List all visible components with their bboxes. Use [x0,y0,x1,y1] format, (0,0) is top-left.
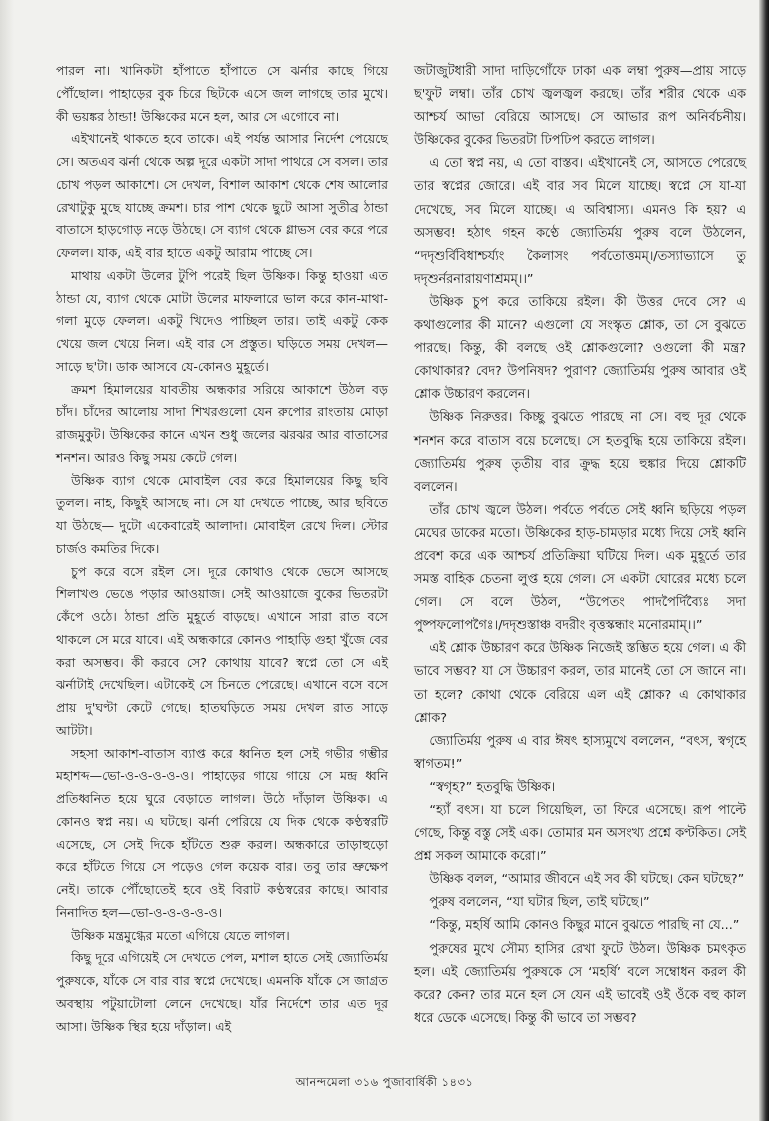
paragraph: “স্বগৃহ?” হতবুদ্ধি উষ্ণিক। [429,779,556,795]
paragraph: “হ্যাঁ বৎস। যা চলে গিয়েছিল, তা ফিরে এসেছে। রূপ পাল্টে গেছে, কিন্তু বস্তু সেই এক। তোমার মন অসংখ্য প্রশ্নে কণ্টকিত। সেই প্রশ্ন সকল আমাকে করো।” [414,803,746,865]
paragraph: “কিন্তু, মহর্ষি আমি কোনও কিছুর মানে বুঝতে পারছি না যে...” [429,918,740,934]
paragraph: এ তো স্বপ্ন নয়, এ তো বাস্তব। এইখানেই সে, আসতে পেরেছে তার স্বপ্নের জোরে। এই বার সব মিলে যাচ্ছে। স্বপ্নে সে যা-যা দেখেছে, সব মিলে যাচ্ছে। এ অবিশ্বাস্য। এমনও কি হয়? এ অসম্ভব! হঠাৎ গহন কণ্ঠে জ্যোতির্ময় পুরুষ বলে উঠলেন, “দদৃশুর্বিবিধাশ্চর্য্যং কৈলাসং পর্বতোত্তমম্।/তস্যাভ্যাসে তু দদৃশুর্নরনারায়ণাশ্রমম্।।” [414,156,746,287]
paragraph: সহসা আকাশ-বাতাস ব্যাপ্ত করে ধ্বনিত হল সেই গভীর গম্ভীর মহাশব্দ—ভো-ও-ও-ও-ও-ও। পাহাড়ের গায়ে গায়ে সে মন্দ্র ধ্বনি প্রতিধ্বনিত হয়ে ঘুরে বেড়াতে লাগল। উঠে দাঁড়াল উষ্ণিক। এ কোনও স্বপ্ন নয়। এ ঘটছে। ঝর্না পেরিয়ে যে দিক থেকে কণ্ঠস্বরটি এসেছে, সে সেই দিকে হাঁটতে শুরু করল। অন্ধকারে তাড়াহুড়ো করে হাঁটতে গিয়ে সে পড়েও গেল কয়েক বার। তবু তার ভ্রুক্ষেপ নেই। তাকে পৌঁছোতেই হবে ওই বিরাট কণ্ঠস্বরের কাছে। আবার নিনাদিত হল—ভো-ও-ও-ও-ও-ও। [56,745,388,920]
page-binding-shadow [0,0,14,1121]
paragraph: জ্যোতির্ময় পুরুষ এ বার ঈষৎ হাস্যমুখে বললেন, “বৎস, স্বগৃহে স্বাগতম!” [414,733,746,772]
paragraph: ক্রমশ হিমালয়ের যাবতীয় অন্ধকার সরিয়ে আকাশে উঠল বড় চাঁদ। চাঁদের আলোয় সাদা শিখরগুলো যেন রুপোর রাংতায় মোড়া রাজমুকুট। উষ্ণিকের কানে এখন শুধু জলের ঝরঝর আর বাতাসের শনশন। আরও কিছু সময় কেটে গেল। [56,381,388,465]
paragraph: উষ্ণিক মন্ত্রমুগ্ধের মতো এগিয়ে যেতে লাগল। [71,927,290,943]
right-column [414,60,746,1030]
paragraph: উষ্ণিক চুপ করে তাকিয়ে রইল। কী উত্তর দেবে সে? এ কথাগুলোর কী মানে? এগুলো যে সংস্কৃত শ্লোক, তা সে বুঝতে পারছে। কিন্তু, কী বলছে ওই শ্লোকগুলো? ওগুলো কী মন্ত্র? কোথাকার? বেদ? উপনিষদ? পুরাণ? জ্যোতির্ময় পুরুষ আবার ওই শ্লোক উচ্চারণ করলেন। [414,294,746,403]
paragraph: উষ্ণিক ব্যাগ থেকে মোবাইল বের করে হিমালয়ের কিছু ছবি তুলল। নাহ, কিছুই আসছে না। সে যা দেখতে পাচ্ছে, আর ছবিতে যা উঠছে— দুটো একেবারেই আলাদা। মোবাইল রেখে দিল। স্টোর চার্জও কমতির দিকে। [56,472,388,556]
paragraph: মাথায় একটা উলের টুপি পরেই ছিল উষ্ণিক। কিন্তু হাওয়া এত ঠান্ডা যে, ব্যাগ থেকে মোটা উলের মাফলারে ভাল করে কান-মাথা-গলা মুড়ে ফেলল। একটু খিদেও পাচ্ছিল তার। তাই একটু কেক খেয়ে জল খেয়ে নিল। এই বার সে প্রস্তুত। ঘড়িতে সময় দেখল—সাড়ে ছ'টা। ডাক আসবে যে-কোনও মুহূর্তে। [56,267,388,374]
paragraph: জটাজুটধারী সাদা দাড়িগোঁফে ঢাকা এক লম্বা পুরুষ—প্রায় সাড়ে ছ'ফুট লম্বা। তাঁর চোখ জ্বলজ্বল করছে। তাঁর শরীর থেকে এক আশ্চর্য আভা বেরিয়ে আসছে। সে আভার রূপ অনির্বচনীয়। উষ্ণিকের বুকের ভিতরটা ঢিপঢিপ করতে লাগল। [414,64,746,149]
paragraph: উষ্ণিক বলল, “আমার জীবনে এই সব কী ঘটছে। কেন ঘটছে?” [429,872,745,888]
paragraph: এইখানেই থাকতে হবে তাকে। এই পর্যন্ত আসার নির্দেশ পেয়েছে সে। অতএব ঝর্না থেকে অল্প দূরে একটা সাদা পাথরে সে বসল। তার চোখ পড়ল আকাশে। সে দেখল, বিশাল আকাশ থেকে শেষ আলোর রেখাটুকু মুছে যাচ্ছে ক্রমশ। চার পাশ থেকে ছুটে আসা সুতীব্র ঠান্ডা বাতাসে হাড়গোড় নড়ে উঠছে। সে ব্যাগ থেকে গ্লাভস বের করে পরে ফেলল। যাক, এই বার হাতে একটু আরাম পাচ্ছে সে। [56,131,388,260]
paragraph: উষ্ণিক নিরুত্তর। কিচ্ছু বুঝতে পারছে না সে। বহু দূর থেকে শনশন করে বাতাস বয়ে চলেছে। সে হতবুদ্ধি হয়ে তাকিয়ে রইল। জ্যোতির্ময় পুরুষ তৃতীয় বার ক্রুদ্ধ হয়ে হুঙ্কার দিয়ে শ্লোকটি বললেন। [414,410,746,495]
paragraph: পারল না। খানিকটা হাঁপাতে হাঁপাতে সে ঝর্নার কাছে গিয়ে পৌঁছোল। পাহাড়ের বুক চিরে ছিটকে এসে জল লাগছে তার মুখে। কী ভয়ঙ্কর ঠান্ডা! উষ্ণিকের মনে হল, আর সে এগোবে না। [56,63,388,124]
page-footer: আনন্দমেলা ৩১৬ পুজাবার্ষিকী ১৪৩১ [295,1075,474,1089]
left-column [56,60,388,1038]
paragraph: কিছু দূরে এগিয়েই সে দেখতে পেল, মশাল হাতে সেই জ্যোতির্ময় পুরুষকে, যাঁকে সে বার বার স্বপ্নে দেখেছে। এমনকি যাঁকে সে জাগ্রত অবস্থায় পটুয়াটোলা লেনে দেখেছে। যাঁর নির্দেশে তার এত দূর আসা। উষ্ণিক স্থির হয়ে দাঁড়াল। এই [56,950,388,1034]
paragraph: চুপ করে বসে রইল সে। দূরে কোথাও থেকে ভেসে আসছে শিলাখণ্ড ভেঙে পড়ার আওয়াজ। সেই আওয়াজে বুকের ভিতরটা কেঁপে ওঠে। ঠান্ডা প্রতি মুহূর্তে বাড়ছে। এখানে সারা রাত বসে থাকলে সে মরে যাবে। এই অন্ধকারে কোনও পাহাড়ি গুহা খুঁজে বের করা অসম্ভব। কী করবে সে? কোথায় যাবে? স্বপ্নে তো সে এই ঝর্নাটাই দেখেছিল। এটাকেই সে চিনতে পেরেছে। এখানে বসে বসে প্রায় দু'ঘণ্টা কেটে গেছে। হাতঘড়িতে সময় দেখল রাত সাড়ে আটটা। [56,563,388,738]
paragraph: পুরুষের মুখে সৌম্য হাসির রেখা ফুটে উঠল। উষ্ণিক চমৎকৃত হল। এই জ্যোতির্ময় পুরুষকে সে ‘মহর্ষি’ বলে সম্বোধন করল কী করে? কেন? তার মনে হল সে যেন এই ভাবেই ওই ওঁকে বহু কাল ধরে ডেকে এসেছে। কিন্তু কী ভাবে তা সম্ভব? [414,941,746,1026]
paragraph: পুরুষ বললেন, “যা ঘটার ছিল, তাই ঘটছে।” [429,895,650,911]
paragraph: তাঁর চোখ জ্বলে উঠল। পর্বতে পর্বতে সেই ধ্বনি ছড়িয়ে পড়ল মেঘের ডাকের মতো। উষ্ণিকের হাড়-চামড়ার মধ্যে দিয়ে সেই ধ্বনি প্রবেশ করে এক আশ্চর্য প্রতিক্রিয়া ঘটিয়ে দিল। এক মুহূর্তে তার সমস্ত বাহিক চেতনা লুপ্ত হয়ে গেল। সে একটা ঘোরের মধ্যে চলে গেল। সে বলে উঠল, “উপেতং পাদপৈর্দিব্যৈঃ সদা পুষ্পফলোপগৈঃ।/দদৃশুস্তাঞ্চ বদরীং বৃত্তস্কন্ধাং মনোরমাম্।।” [414,502,747,634]
paragraph: এই শ্লোক উচ্চারণ করে উষ্ণিক নিজেই স্তম্ভিত হয়ে গেল। এ কী ভাবে সম্ভব? যা সে উচ্চারণ করল, তার মানেই তো সে জানে না। তা হলে? কোথা থেকে বেরিয়ে এল এই শ্লোক? এ কোথাকার শ্লোক? [414,641,746,726]
page-edge-shadow [759,0,769,1121]
